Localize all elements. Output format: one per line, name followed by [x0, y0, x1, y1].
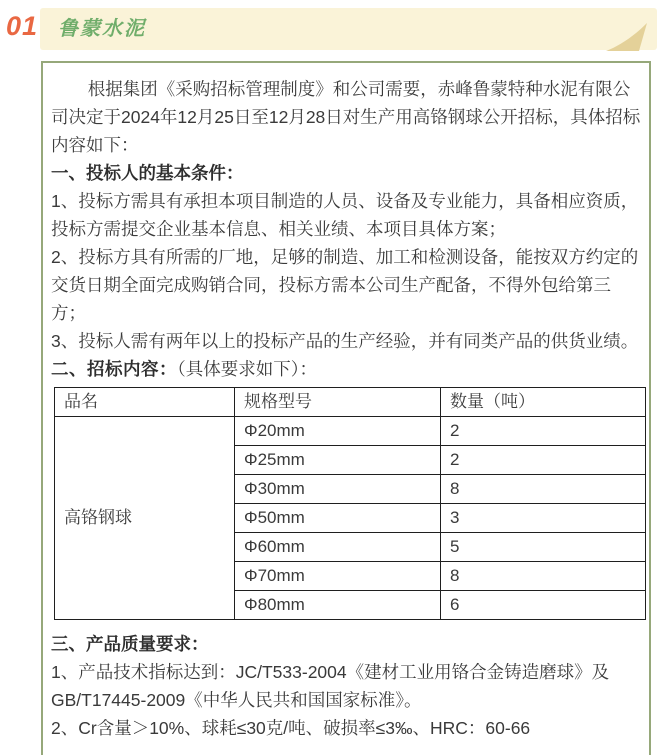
spec-table — [54, 387, 646, 620]
table-header-row — [55, 388, 646, 417]
spec-cell: Φ20mm — [235, 417, 441, 446]
product-name-cell: 高铬钢球 — [55, 417, 235, 620]
spec-cell: Φ25mm — [235, 446, 441, 475]
spec-cell: Φ30mm — [235, 475, 441, 504]
intro-paragraph: 根据集团《采购招标管理制度》和公司需要，赤峰鲁蒙特种水泥有限公司决定于2024年12月25日至12月28日对生产用高铬钢球公开招标，具体招标内容如下： — [51, 79, 641, 155]
section1-heading: 一、投标人的基本条件： — [51, 163, 244, 183]
section-title: 鲁蒙水泥 — [58, 18, 146, 40]
notice-box — [41, 61, 651, 755]
bidder-requirement-item-1: 1、投标方需具有承担本项目制造的人员、设备及专业能力，具备相应资质，投标方需提交企业基本信息、相关业绩、本项目具体方案； — [51, 191, 639, 239]
bidder-requirement-item-2: 2、投标方具有所需的厂地，足够的制造、加工和检测设备，能按双方约定的交货日期全面完成购销合同，投标方需本公司生产配备，不得外包给第三方； — [51, 247, 639, 323]
spec-cell: Φ70mm — [235, 562, 441, 591]
section2-heading-line — [51, 355, 641, 383]
qty-cell: 8 — [441, 475, 646, 504]
section2-heading: 二、招标内容： — [51, 359, 177, 379]
spec-cell: Φ60mm — [235, 533, 441, 562]
section-banner — [40, 8, 657, 50]
quality-item-1: 1、产品技术指标达到：JC/T533-2004《建材工业用铬合金铸造磨球》及GB/T17445-2009《中华人民共和国国家标准》。 — [51, 662, 610, 710]
table-header-qty: 数量（吨） — [441, 388, 646, 417]
table-header-product: 品名 — [55, 388, 235, 417]
section-number: 01 — [6, 11, 39, 41]
bidder-requirement-item-3: 3、投标人需有两年以上的投标产品的生产经验，并有同类产品的供货业绩。 — [51, 331, 639, 351]
table-header-spec: 规格型号 — [235, 388, 441, 417]
qty-cell: 6 — [441, 591, 646, 620]
section3-heading: 三、产品质量要求： — [51, 634, 209, 654]
qty-cell: 3 — [441, 504, 646, 533]
section-header — [0, 0, 661, 58]
qty-cell: 5 — [441, 533, 646, 562]
table-row — [55, 417, 646, 446]
spec-cell: Φ50mm — [235, 504, 441, 533]
qty-cell: 8 — [441, 562, 646, 591]
qty-cell: 2 — [441, 446, 646, 475]
section2-heading-suffix: （具体要求如下）： — [177, 359, 317, 379]
spec-cell: Φ80mm — [235, 591, 441, 620]
quality-item-2: 2、Cr含量＞10%、球耗≤30克/吨、破损率≤3‰、HRC：60-66 — [51, 718, 531, 738]
qty-cell: 2 — [441, 417, 646, 446]
corner-fold-icon — [605, 22, 651, 52]
